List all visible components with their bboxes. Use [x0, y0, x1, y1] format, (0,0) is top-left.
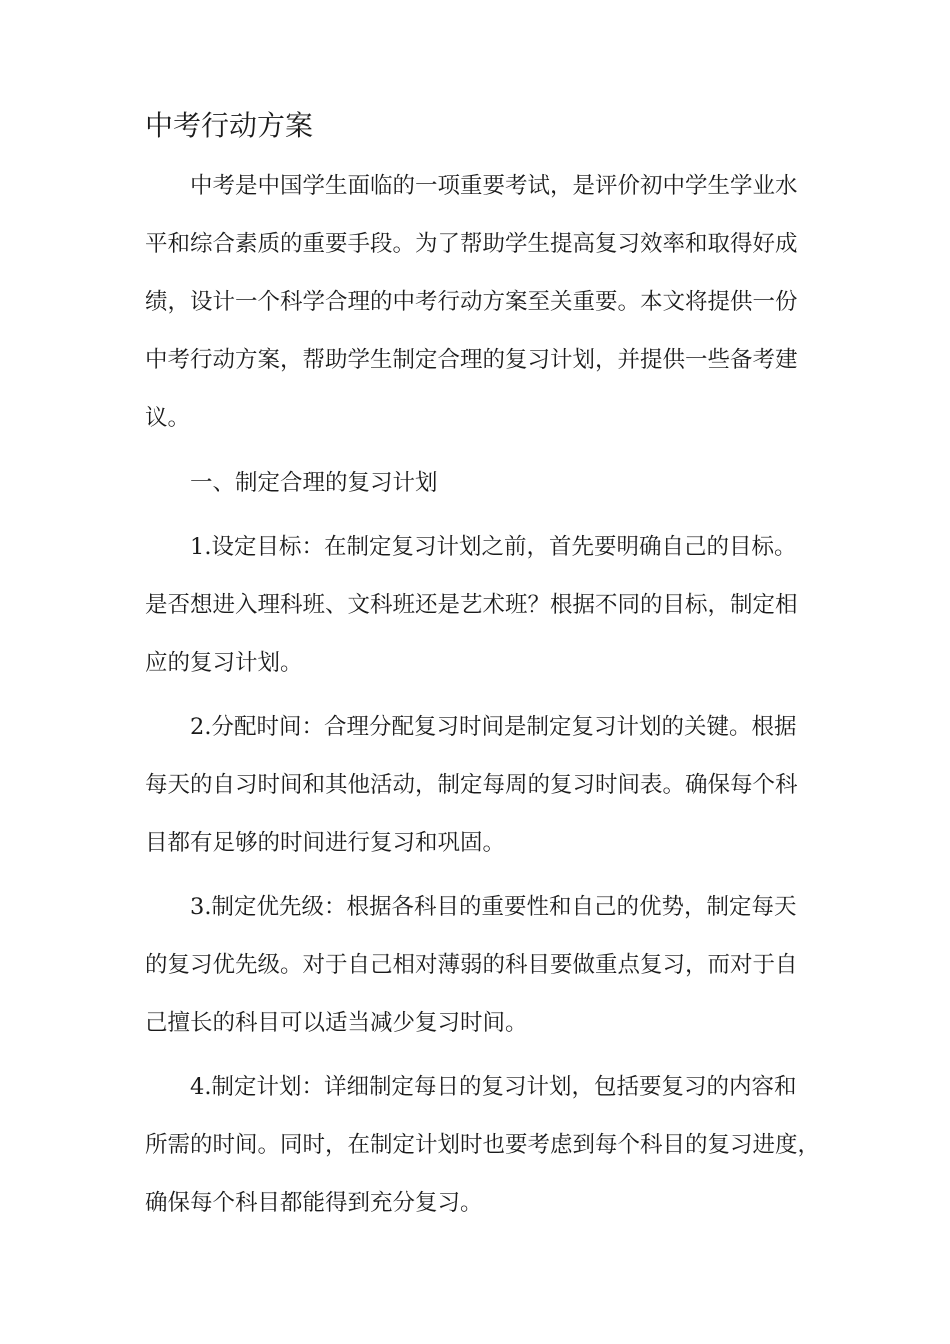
- item-line: 的复习优先级。对于自己相对薄弱的科目要做重点复习，而对于自: [145, 952, 798, 978]
- item-line: 确保每个科目都能得到充分复习。: [145, 1190, 483, 1216]
- item-line: 目都有足够的时间进行复习和巩固。: [145, 830, 506, 856]
- item-line: 是否想进入理科班、文科班还是艺术班？根据不同的目标，制定相: [145, 592, 798, 618]
- item-line: 1.设定目标：在制定复习计划之前，首先要明确自己的目标。: [190, 534, 797, 560]
- item-line: 4.制定计划：详细制定每日的复习计划，包括要复习的内容和: [190, 1074, 797, 1100]
- document-title: 中考行动方案: [145, 109, 314, 142]
- intro-line: 中考是中国学生面临的一项重要考试，是评价初中学生学业水: [190, 173, 798, 199]
- item-line: 2.分配时间：合理分配复习时间是制定复习计划的关键。根据: [190, 714, 797, 740]
- intro-line: 绩，设计一个科学合理的中考行动方案至关重要。本文将提供一份: [145, 289, 798, 315]
- item-line: 3.制定优先级：根据各科目的重要性和自己的优势，制定每天: [190, 894, 797, 920]
- intro-line: 议。: [145, 405, 191, 431]
- intro-line: 平和综合素质的重要手段。为了帮助学生提高复习效率和取得好成: [145, 231, 798, 257]
- item-line: 应的复习计划。: [145, 650, 303, 676]
- item-line: 每天的自习时间和其他活动，制定每周的复习时间表。确保每个科: [145, 772, 798, 798]
- item-line: 所需的时间。同时，在制定计划时也要考虑到每个科目的复习进度，: [145, 1132, 821, 1158]
- item-line: 己擅长的科目可以适当减少复习时间。: [145, 1010, 528, 1036]
- intro-line: 中考行动方案，帮助学生制定合理的复习计划，并提供一些备考建: [145, 347, 798, 373]
- section-heading: 一、制定合理的复习计划: [190, 470, 438, 496]
